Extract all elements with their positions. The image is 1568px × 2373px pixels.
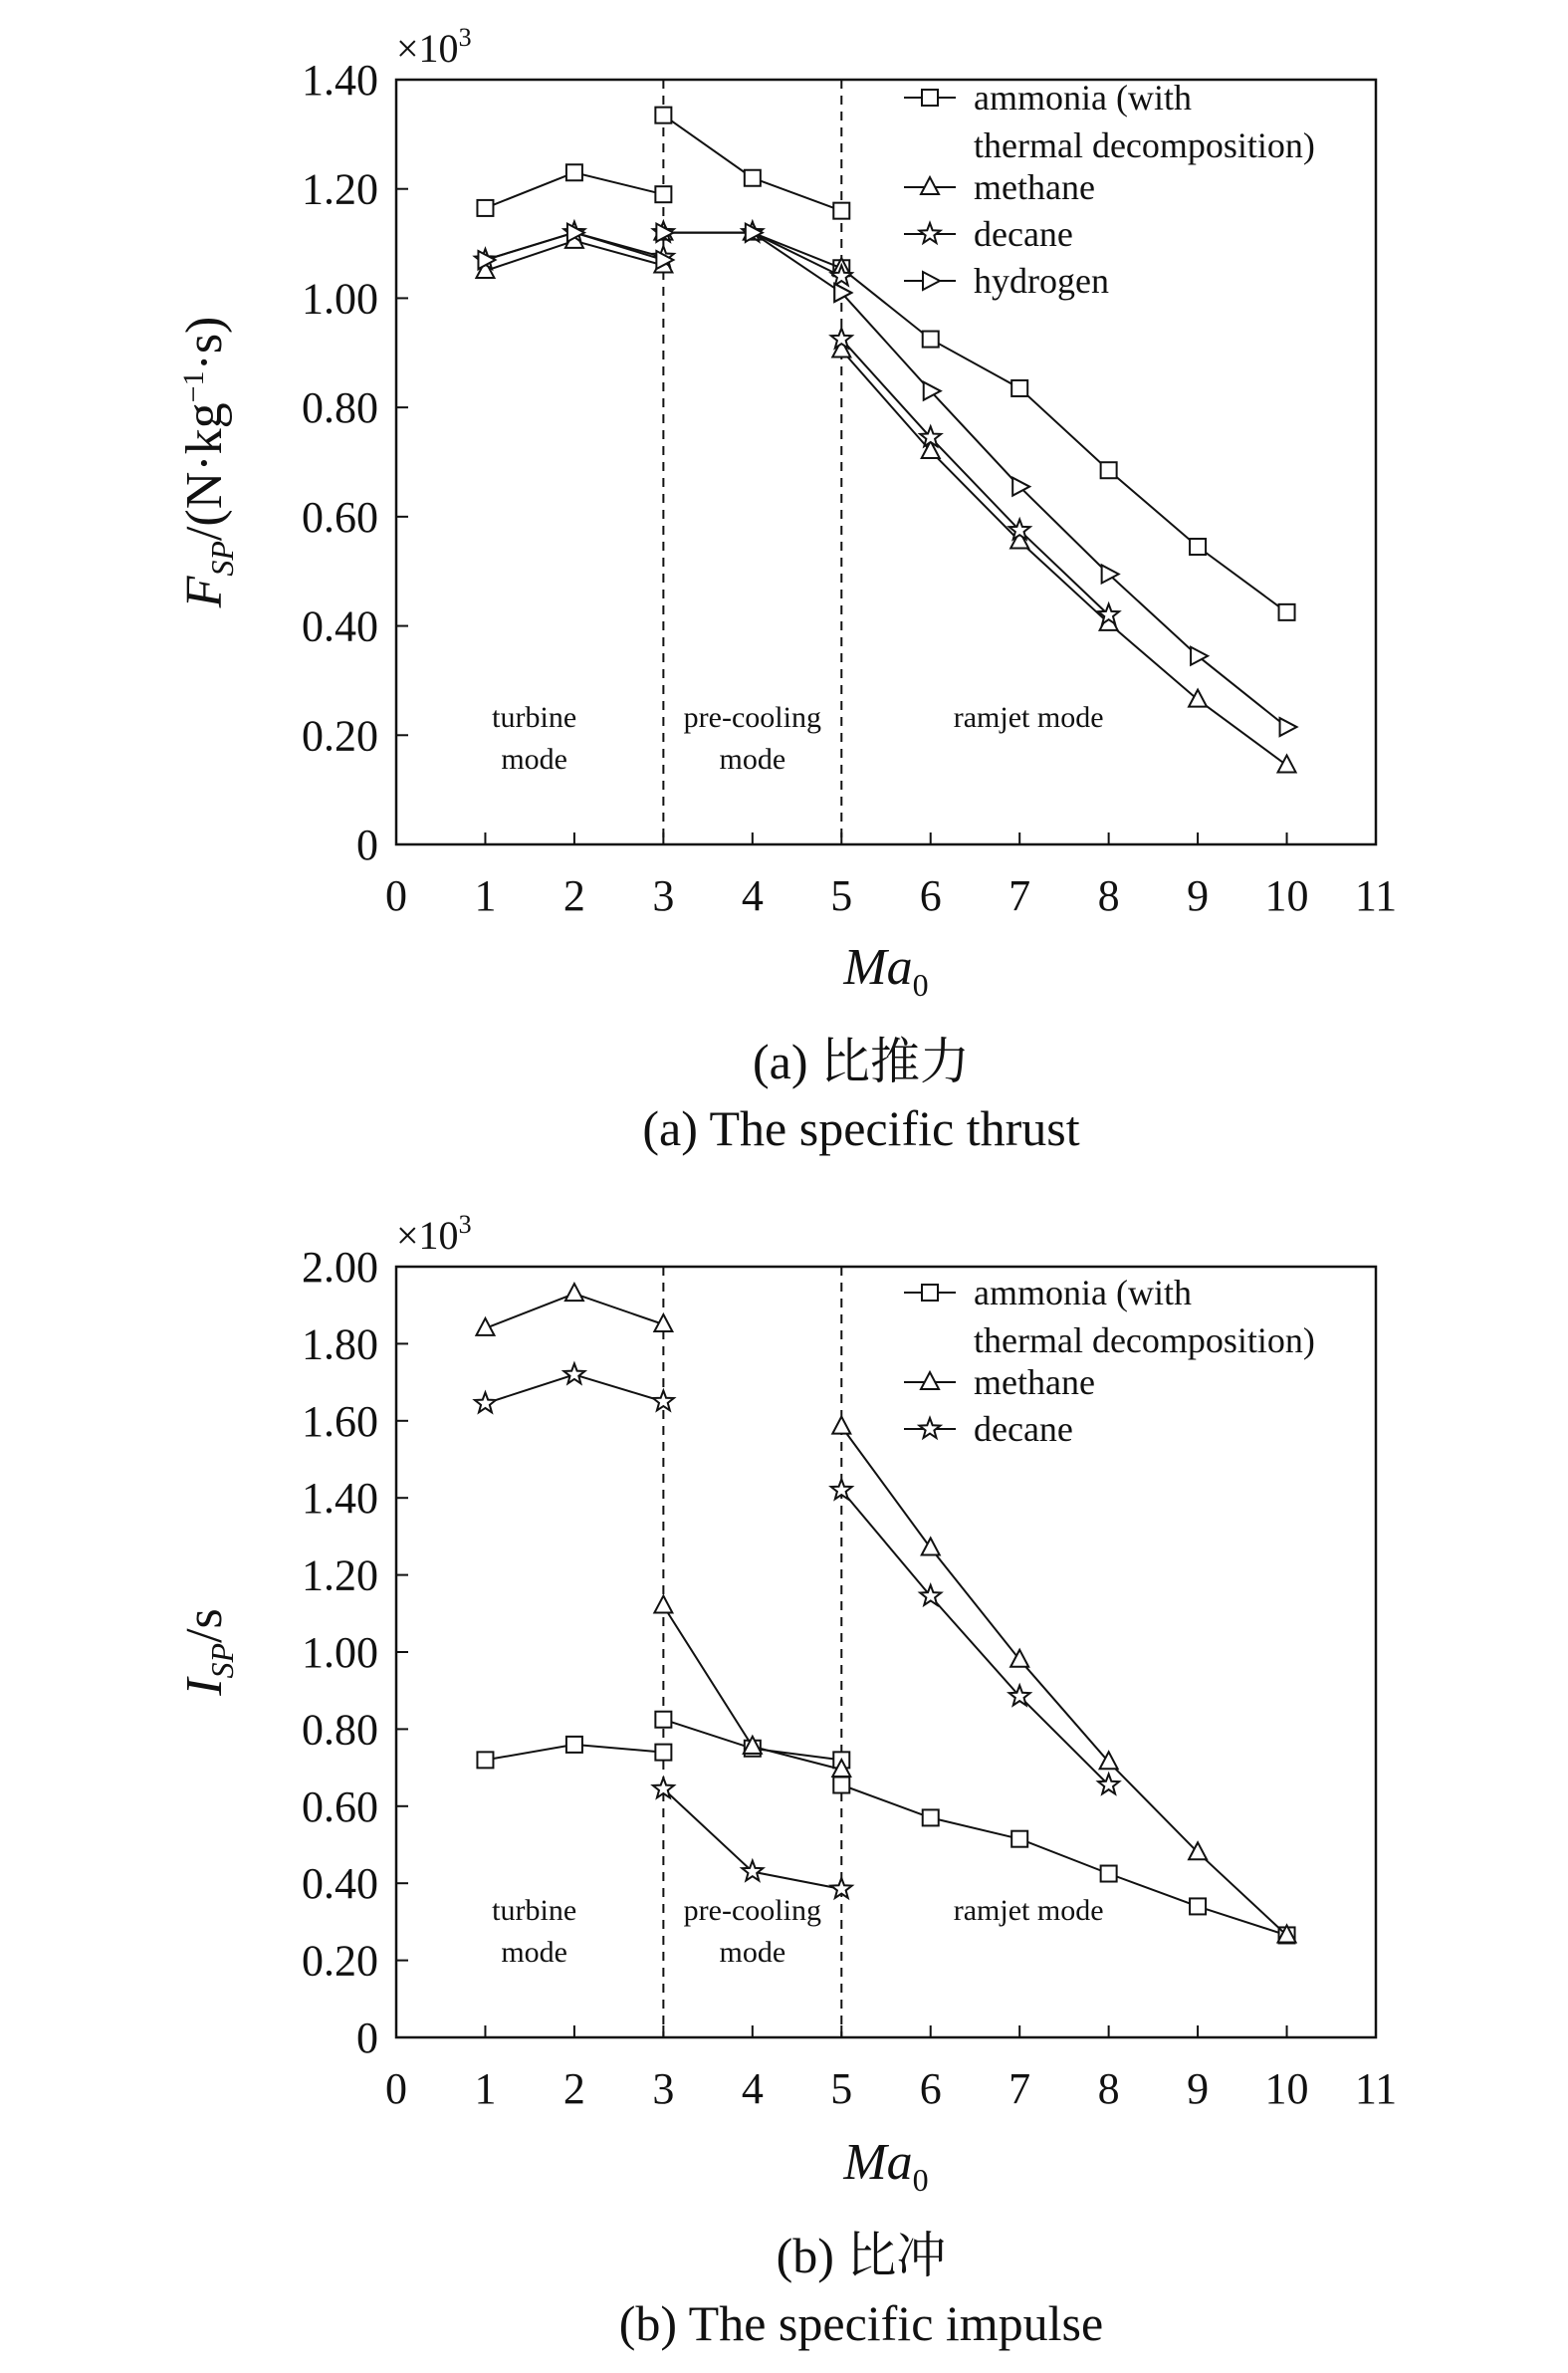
legend-marker-decane — [920, 223, 941, 243]
data-point-ammonia — [1190, 539, 1206, 555]
data-point-ammonia — [566, 1737, 582, 1753]
data-point-ammonia — [1101, 462, 1117, 478]
y-tick-label: 0.40 — [302, 601, 378, 651]
y-axis-title: $I_{SP}/s$ — [176, 1608, 240, 1696]
legend-label-ammonia: ammonia (with — [974, 78, 1192, 118]
x-tick-label: 3 — [652, 2064, 675, 2113]
x-tick-label: 7 — [1008, 2064, 1031, 2113]
data-point-methane — [1278, 755, 1296, 772]
y-tick-label: 0.80 — [302, 383, 378, 433]
y-axis-title: $F_{SP}/(N\cdot kg^{-1}\cdot s)$ — [176, 316, 240, 608]
data-point-ammonia — [477, 200, 493, 216]
x-axis-title: $Ma_0$ — [843, 939, 929, 1003]
series-line-methane — [841, 1427, 1286, 1936]
chart-specific-thrust — [176, 23, 1397, 1156]
x-tick-label: 1 — [474, 871, 497, 920]
legend-label-decane: decane — [974, 1409, 1073, 1449]
series-line-decane — [841, 1491, 1108, 1785]
axis-multiplier: $\times 10^3$ — [396, 1210, 472, 1258]
legend-marker-methane — [921, 177, 939, 194]
data-point-methane — [1189, 690, 1207, 707]
legend-marker-decane — [920, 1418, 941, 1438]
x-tick-label: 3 — [652, 871, 675, 920]
y-tick-label: 1.40 — [302, 56, 378, 105]
mode-label-turbine: mode — [501, 743, 567, 776]
legend-marker-methane — [921, 1372, 939, 1389]
x-tick-label: 1 — [474, 2064, 497, 2113]
y-tick-label: 1.20 — [302, 164, 378, 214]
data-point-decane — [653, 1390, 674, 1410]
y-tick-label: 1.20 — [302, 1550, 378, 1600]
series-line-ammonia — [663, 116, 841, 211]
legend-label-methane: methane — [974, 167, 1095, 207]
x-axis-title: $Ma_0$ — [843, 2134, 929, 2198]
y-tick-label: 2.00 — [302, 1243, 378, 1292]
data-point-hydrogen — [924, 382, 941, 400]
x-tick-label: 8 — [1097, 871, 1120, 920]
caption-english: (a) The specific thrust — [642, 1100, 1080, 1156]
x-tick-label: 9 — [1187, 2064, 1210, 2113]
x-tick-label: 4 — [741, 871, 764, 920]
series-line-hydrogen — [841, 293, 1286, 727]
mode-label-ramjet-mode: ramjet mode — [953, 701, 1104, 734]
x-tick-label: 4 — [741, 2064, 764, 2113]
data-point-ammonia — [655, 1745, 671, 1761]
caption-english: (b) The specific impulse — [618, 2295, 1104, 2351]
y-tick-label: 1.00 — [302, 1628, 378, 1677]
data-point-hydrogen — [1280, 718, 1297, 736]
x-tick-label: 8 — [1097, 2064, 1120, 2113]
x-tick-label: 7 — [1008, 871, 1031, 920]
series-line-ammonia — [841, 268, 1286, 612]
axis-multiplier: $\times 10^3$ — [396, 23, 472, 71]
data-point-ammonia — [566, 164, 582, 180]
x-tick-label: 10 — [1264, 2064, 1309, 2113]
x-tick-label: 6 — [919, 871, 942, 920]
data-point-ammonia — [833, 1778, 849, 1793]
y-tick-label: 1.80 — [302, 1319, 378, 1369]
mode-label-pre-cooling: pre-cooling — [683, 701, 821, 734]
x-tick-label: 11 — [1354, 2064, 1398, 2113]
data-point-ammonia — [745, 170, 761, 186]
legend-label-ammonia: thermal decomposition) — [974, 1320, 1315, 1360]
data-point-ammonia — [1011, 1831, 1027, 1847]
data-point-ammonia — [1011, 380, 1027, 396]
y-tick-label: 0.60 — [302, 492, 378, 542]
legend-label-ammonia: ammonia (with — [974, 1273, 1192, 1312]
y-tick-label: 0 — [356, 2014, 378, 2062]
x-tick-label: 2 — [562, 871, 585, 920]
x-tick-label: 5 — [830, 2064, 853, 2113]
y-tick-label: 0.40 — [302, 1859, 378, 1909]
data-point-ammonia — [655, 108, 671, 123]
x-tick-label: 0 — [385, 2064, 407, 2113]
mode-label-pre-cooling: mode — [719, 743, 786, 776]
x-tick-label: 5 — [830, 871, 853, 920]
legend-label-methane: methane — [974, 1362, 1095, 1402]
data-point-ammonia — [655, 1712, 671, 1728]
mode-label-pre-cooling: mode — [719, 1936, 786, 1969]
mode-label-pre-cooling: pre-cooling — [683, 1894, 821, 1927]
y-tick-label: 1.00 — [302, 274, 378, 324]
data-point-methane — [565, 1284, 583, 1301]
x-tick-label: 9 — [1187, 871, 1210, 920]
data-point-ammonia — [1279, 604, 1295, 620]
y-tick-label: 0.60 — [302, 1781, 378, 1831]
x-tick-label: 6 — [919, 2064, 942, 2113]
legend-marker-ammonia — [922, 90, 938, 106]
caption-chinese: (a) 比推力 — [753, 1034, 970, 1089]
data-point-ammonia — [923, 332, 939, 348]
data-point-ammonia — [477, 1752, 493, 1768]
data-point-methane — [654, 1596, 672, 1613]
mode-label-turbine: turbine — [492, 701, 577, 734]
x-tick-label: 2 — [562, 2064, 585, 2113]
legend-label-hydrogen: hydrogen — [974, 261, 1109, 301]
data-point-decane — [475, 1392, 496, 1412]
y-tick-label: 0.80 — [302, 1705, 378, 1755]
data-point-ammonia — [833, 203, 849, 219]
mode-label-turbine: mode — [501, 1936, 567, 1969]
y-tick-label: 0.20 — [302, 1936, 378, 1986]
x-tick-label: 11 — [1354, 871, 1398, 920]
mode-label-ramjet-mode: ramjet mode — [953, 1894, 1104, 1927]
legend-marker-hydrogen — [923, 272, 940, 290]
data-point-ammonia — [1101, 1866, 1117, 1882]
data-point-decane — [563, 1363, 584, 1383]
caption-chinese: (b) 比冲 — [776, 2228, 947, 2283]
series-line-decane — [841, 340, 1108, 615]
legend-marker-ammonia — [922, 1285, 938, 1301]
mode-label-turbine: turbine — [492, 1894, 577, 1927]
y-tick-label: 1.60 — [302, 1396, 378, 1446]
y-tick-label: 0 — [356, 821, 378, 869]
chart-specific-impulse — [176, 1210, 1397, 2351]
y-tick-label: 0.20 — [302, 711, 378, 761]
data-point-methane — [832, 1417, 850, 1434]
y-tick-label: 1.40 — [302, 1474, 378, 1524]
x-tick-label: 10 — [1264, 871, 1309, 920]
data-point-ammonia — [923, 1809, 939, 1825]
legend-label-ammonia: thermal decomposition) — [974, 125, 1315, 165]
data-point-ammonia — [655, 186, 671, 202]
data-point-ammonia — [1190, 1898, 1206, 1914]
x-tick-label: 0 — [385, 871, 407, 920]
legend-label-decane: decane — [974, 214, 1073, 254]
